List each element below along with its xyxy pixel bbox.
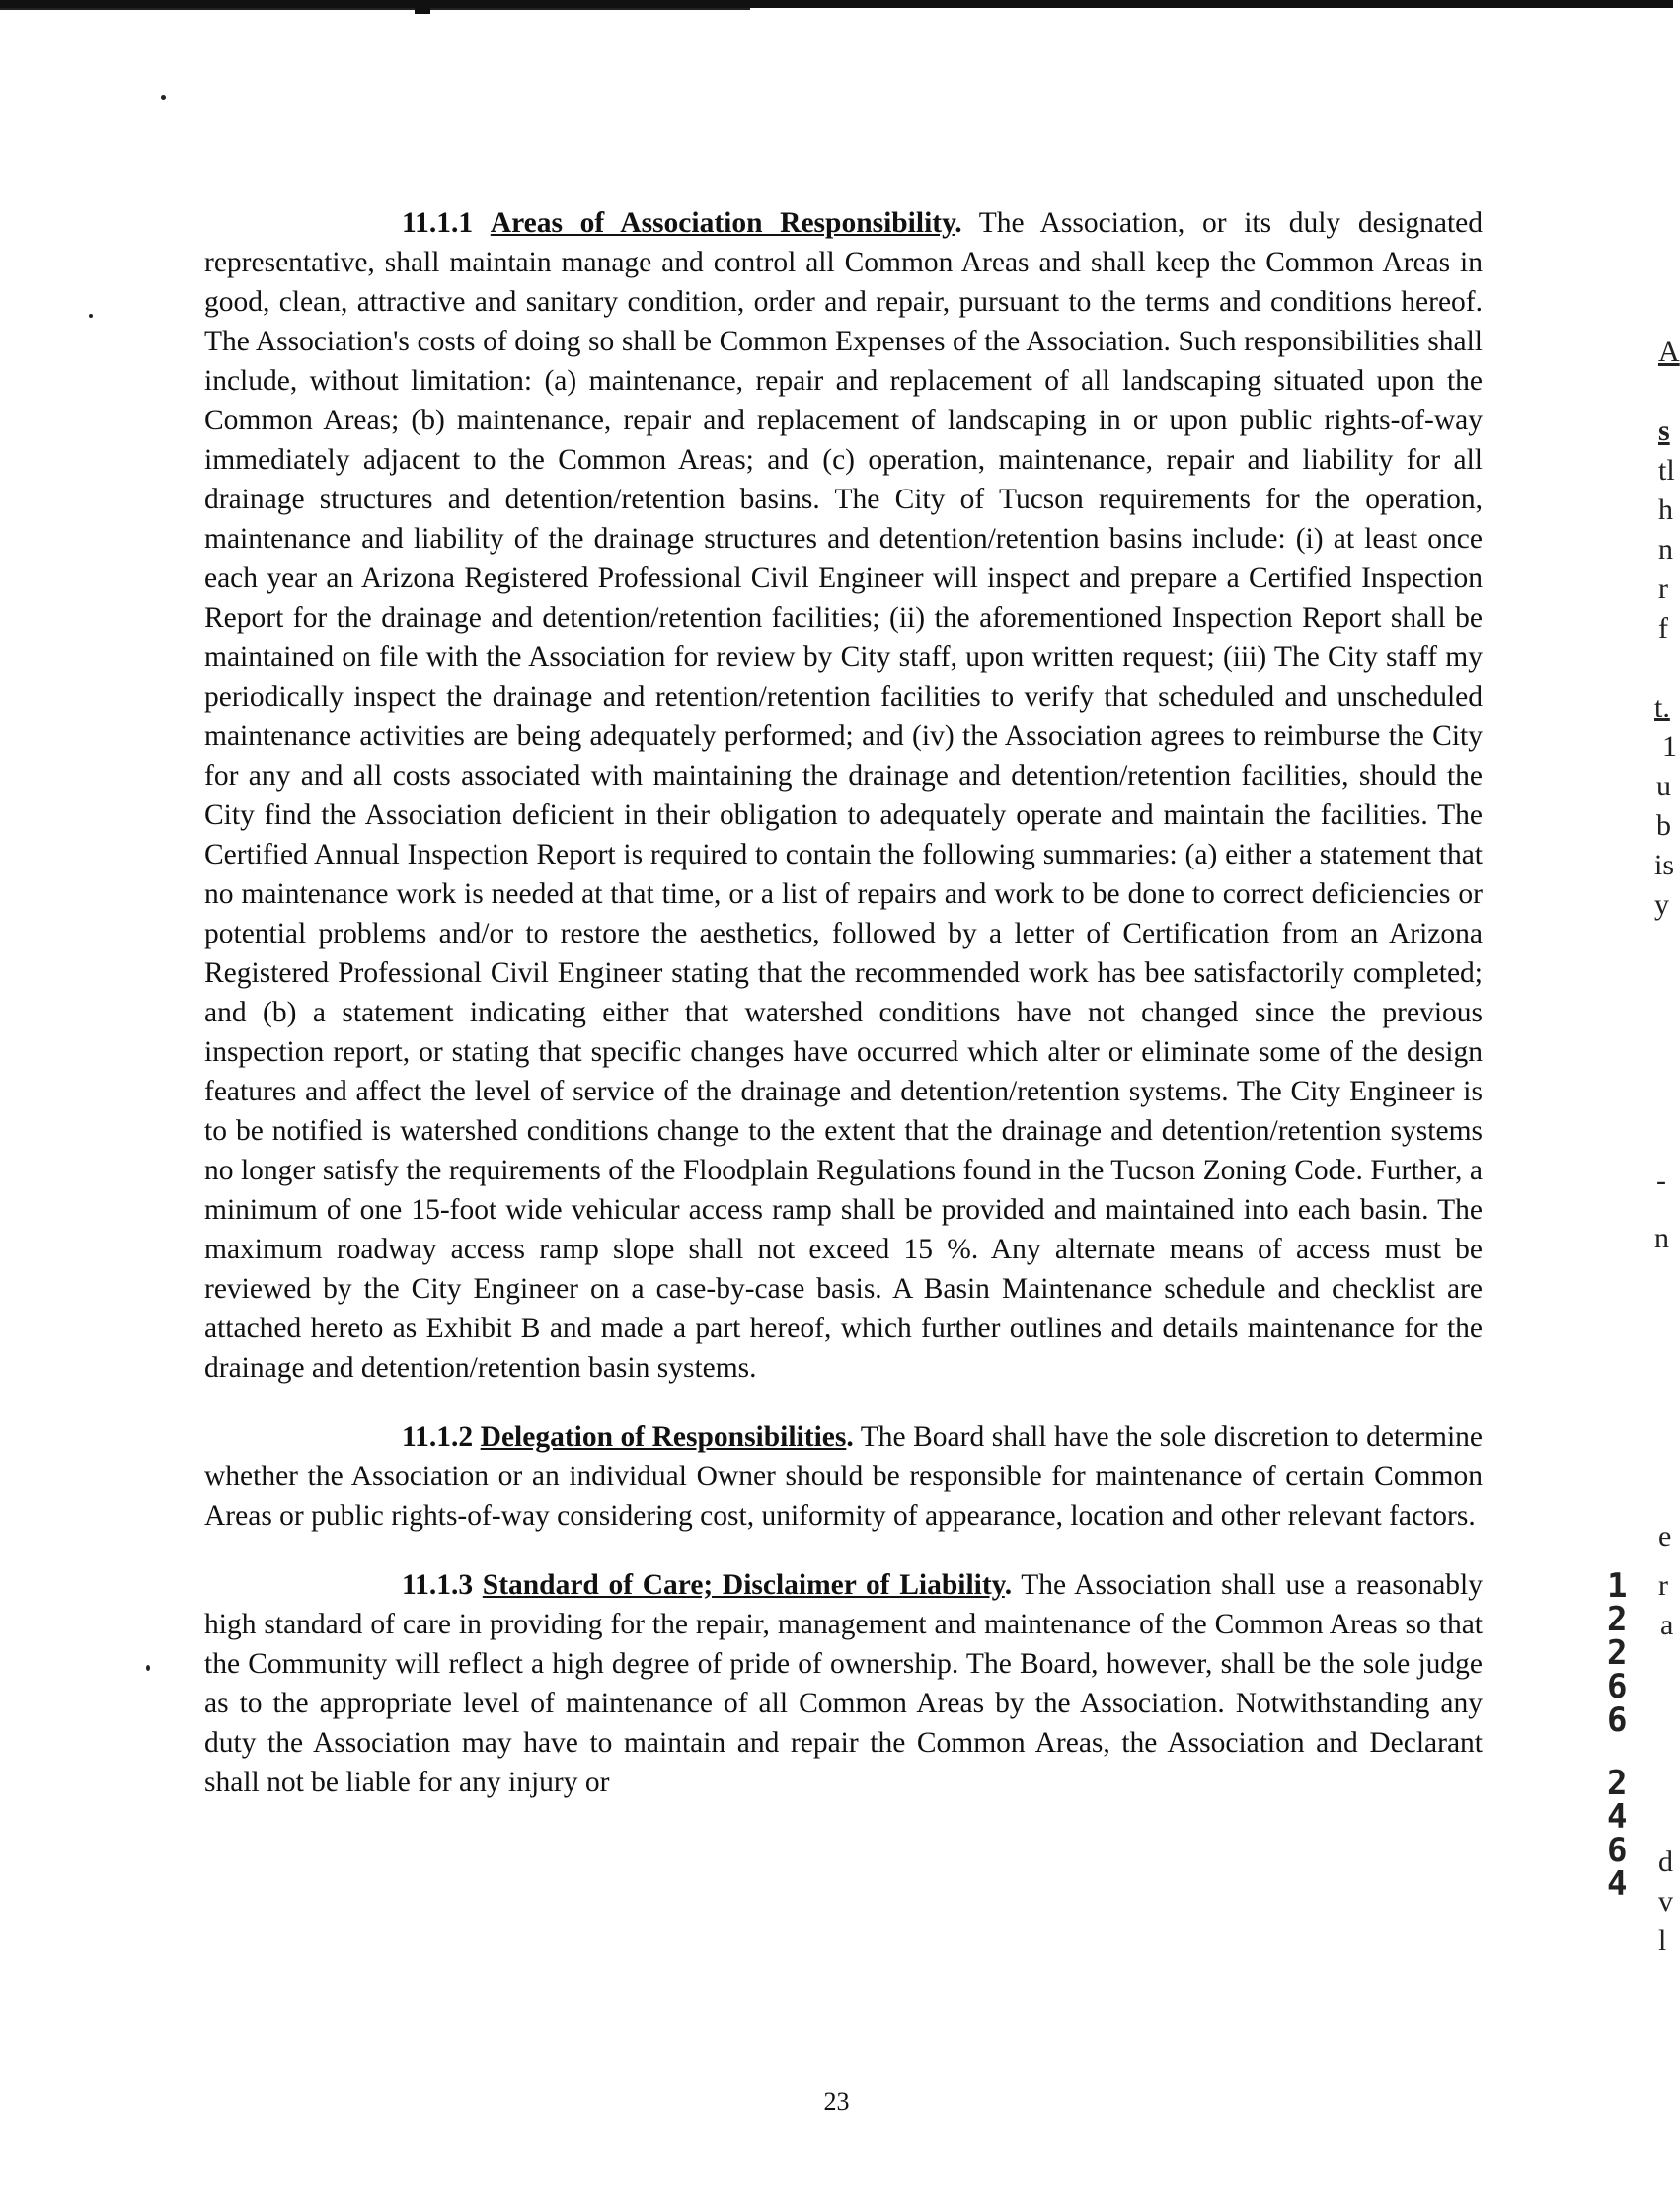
edge-fragment: f <box>1658 612 1668 644</box>
scan-top-line <box>0 8 750 10</box>
edge-fragment: is <box>1654 849 1675 881</box>
stamp-digit: 2 <box>1607 1764 1628 1803</box>
section-body: The Association, or its duly designated representative, shall maintain manage and control all Common Areas and shall keep the Common Areas in good, clean, attractive and sanitary condition, order and repair, pursuant to the terms and conditions hereof. The Association's costs of doing so shall be Common Expenses of the Association. Such responsibilities shall include, without limitation: (a) maintenance, repair and replacement of all landscaping situated upon the Common Areas; (b) maintenance, repair and replacement of landscaping in or upon public rights-of-way immediately adjacent to the Common Areas; and (c) operation, maintenance, repair and liability for all drainage structures and detention/retention basins. The City of Tucson requirements for the operation, maintenance and liability of the drainage structures and detention/retention basins include: (i) at least once each year an Arizona Registered Professional Civil Engineer will inspect and prepare a Certified Inspection Report for the drainage and detention/retention facilities; (ii) the aforementioned Inspection Report shall be maintained on file with the Association for review by City staff, upon written request; (iii) The City staff my periodically inspect the drainage and retention/retention facilities to verify that scheduled and unscheduled maintenance activities are being adequately performed; and (iv) the Association agrees to reimburse the City for any and all costs associated with maintaining the drainage and detention/retention facilities, should the City find the Association deficient in their obligation to adequately operate and maintain the facilities. The Certified Annual Inspection Report is required to contain the following summaries: (a) either a statement that no maintenance work is needed at that time, or a list of repairs and work to be done to correct deficiencies or potential problems and/or to restore the aesthetics, followed by a letter of Certification from an Arizona Registered Professional Civil Engineer stating that the recommended work has bee satisfactorily completed; and (b) a statement indicating either that watershed conditions have not changed since the previous inspection report, or stating that specific changes have occurred which alter or eliminate some of the design features and affect the level of service of the drainage and detention/retention systems. The City Engineer is to be notified is watershed conditions change to the extent that the drainage and detention/retention systems no longer satisfy the requirements of the Floodplain Regulations found in the Tucson Zoning Code. Further, a minimum of one 15-foot wide vehicular access ramp shall be provided and maintained into each basin. The maximum roadway access ramp slope shall not exceed 15 %. Any alternate means of access must be reviewed by the City Engineer on a case-by-case basis. A Basin Maintenance schedule and checklist are attached hereto as Exhibit B and made a part hereof, which further outlines and details maintenance for the drainage and detention/retention basin systems. <box>204 207 1483 1384</box>
edge-fragment: tl <box>1658 454 1675 487</box>
edge-fragment: a <box>1660 1609 1674 1641</box>
section-title: Standard of Care; Disclaimer of Liability <box>482 1569 1005 1601</box>
scan-speck <box>161 95 166 100</box>
edge-fragment: e <box>1658 1520 1672 1552</box>
edge-fragment: r <box>1658 572 1668 605</box>
stamp-digit: 6 <box>1607 1831 1628 1870</box>
stamp-digit: 4 <box>1607 1864 1628 1904</box>
stamp-digit: 2 <box>1607 1633 1628 1673</box>
page-number: 23 <box>823 2087 850 2116</box>
scan-mark <box>415 2 430 14</box>
section-number: 11.1.3 <box>402 1569 474 1601</box>
edge-fragment: b <box>1656 809 1671 842</box>
stamp-digit: 4 <box>1607 1797 1628 1837</box>
scan-top-border <box>0 0 1673 8</box>
section-title: Areas of Association Responsibility <box>490 207 955 239</box>
section-title: Delegation of Responsibilities <box>480 1421 847 1453</box>
edge-fragment: t. <box>1654 691 1670 723</box>
stamp-digit: 1 <box>1607 1566 1628 1606</box>
edge-fragment: 1 <box>1662 730 1677 763</box>
section-title-period: . <box>1004 1569 1013 1601</box>
edge-fragment: h <box>1658 493 1673 526</box>
section-11-1-2 <box>204 1417 1483 1536</box>
document-body <box>204 203 1483 1802</box>
stamp-digit: 2 <box>1607 1600 1628 1639</box>
edge-fragment: u <box>1656 770 1671 802</box>
edge-fragment: - <box>1656 1165 1666 1197</box>
section-11-1-3 <box>204 1565 1483 1802</box>
section-11-1-1 <box>204 203 1483 1388</box>
stamp-digit: 6 <box>1607 1667 1628 1706</box>
scan-speck <box>146 1665 150 1671</box>
edge-fragment: r <box>1658 1569 1668 1602</box>
edge-fragment: v <box>1658 1885 1673 1918</box>
edge-fragment: A <box>1658 336 1680 368</box>
edge-fragment: y <box>1654 888 1669 921</box>
section-title-period: . <box>846 1421 854 1453</box>
edge-fragment: d <box>1658 1846 1673 1878</box>
section-body: The Board shall have the sole discretion to determine whether the Association or an individual Owner should be responsible for maintenance of certain Common Areas or public rights-of-way considering cost, uniformity of appearance, location and other relevant factors. <box>204 1421 1484 1532</box>
section-number: 11.1.2 <box>402 1421 474 1453</box>
edge-fragment: n <box>1654 1222 1669 1254</box>
edge-fragment: n <box>1658 533 1673 566</box>
scan-speck <box>89 314 93 318</box>
section-number: 11.1.1 <box>402 207 474 239</box>
section-title-period: . <box>955 207 962 239</box>
edge-fragment: l <box>1658 1924 1667 1957</box>
edge-fragment: s <box>1658 415 1670 447</box>
section-body: The Association shall use a reasonably high standard of care in providing for the repair, management and maintenance of the Common Areas so that the Community will reflect a high degree of pride of ownership. The Board, however, shall be the sole judge as to the appropriate level of maintenance of all Common Areas by the Association. Notwithstanding any duty the Association may have to maintain and repair the Common Areas, the Association and Declarant shall not be liable for any injury or <box>204 1569 1483 1798</box>
stamp-digit: 6 <box>1607 1700 1628 1740</box>
